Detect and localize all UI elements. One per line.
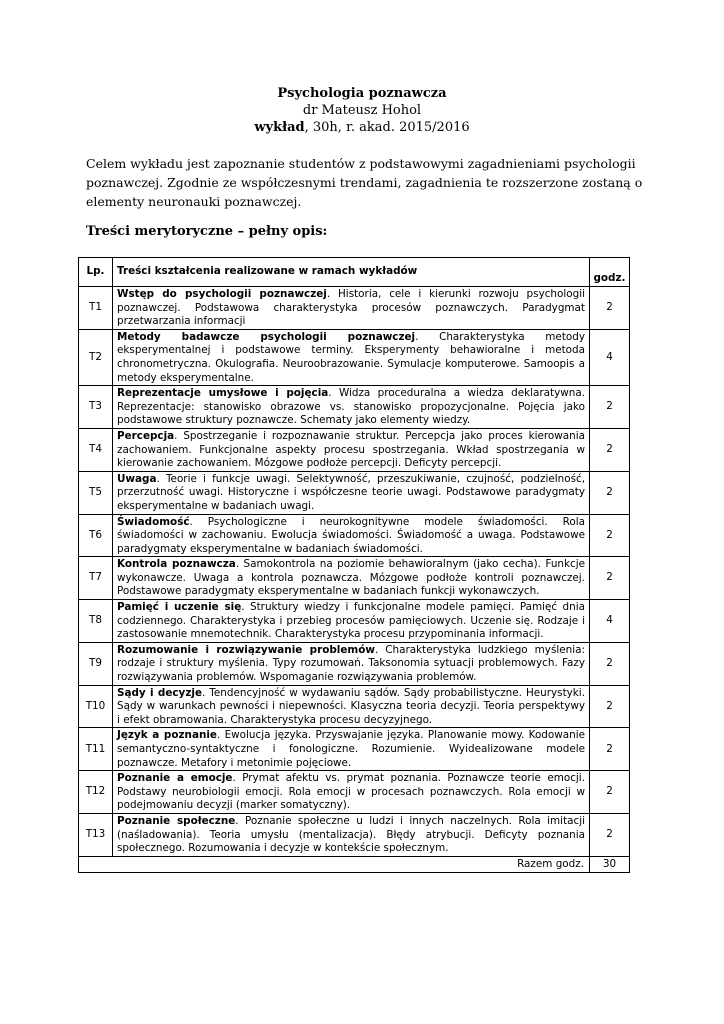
row-description: . Ewolucja języka. Przyswajanie języka. Planowanie mowy. Kodowanie semantyczno-syntaktyczne i fonologiczne. Rozumienie. Wyidealizowane modele poznawcze. Metafory i metonimie pojęciowe.: [117, 729, 585, 769]
table-row: [79, 386, 630, 429]
column-header-lp: Lp.: [79, 258, 113, 287]
total-value: 30: [590, 856, 630, 873]
row-topic: Sądy i decyzje: [117, 686, 202, 699]
row-content: [113, 514, 590, 557]
row-topic: Poznanie a emocje: [117, 772, 233, 785]
row-topic: Percepcja: [117, 429, 175, 442]
document-header: [0, 85, 724, 136]
row-topic: Metody badawcze psychologii poznawczej: [117, 330, 416, 343]
column-header-hours: godz.: [590, 258, 630, 287]
row-topic: Poznanie społeczne: [117, 814, 236, 827]
course-details: , 30h, r. akad. 2015/2016: [304, 120, 470, 135]
table-row: [79, 557, 630, 600]
row-number: T7: [79, 557, 113, 600]
row-hours: 2: [590, 771, 630, 814]
row-number: T4: [79, 428, 113, 471]
row-content: [113, 728, 590, 771]
row-content: [113, 428, 590, 471]
row-hours: 4: [590, 329, 630, 385]
row-content: [113, 329, 590, 385]
table-row: [79, 514, 630, 557]
row-description: . Charakterystyka ludzkiego myślenia: rodzaje i struktury myślenia. Typy rozumowań. Taksonomia sytuacji problemowych. Fazy rozwiązywania problemów. Wspomaganie rozwiązywania problemów.: [117, 643, 585, 684]
row-hours: 2: [590, 813, 630, 856]
total-row: [79, 856, 630, 873]
row-topic: Język a poznanie: [117, 729, 217, 742]
row-description: . Widza proceduralna a wiedza deklaratywna. Reprezentacje: stanowisko obrazowe vs. stanowisko propozycjonalne. Pojęcia jako podstawowe struktury poznawcze. Schematy jako elementy wiedzy.: [117, 387, 585, 427]
row-description: . Charakterystyka metody eksperymentalnej i podstawowe terminy. Eksperymenty behawioralne i metoda chronometryczna. Okulografia. Neuroobrazowanie. Symulacje komputerowe. Samoopis a metody eksperymentalne.: [117, 330, 585, 384]
row-description: . Prymat afektu vs. prymat poznania. Poznawcze teorie emocji. Podstawy neurobiologii emocji. Rola emocji w procesach poznawczych. Rola emocji w podejmowaniu decyzji (marker somatyczny).: [117, 772, 585, 812]
row-hours: 2: [590, 557, 630, 600]
row-description: . Historia, cele i kierunki rozwoju psychologii poznawczej. Podstawowa charakterystyka procesów poznawczych. Paradygmat przetwarzania informacji: [117, 288, 585, 328]
row-hours: 2: [590, 514, 630, 557]
table-row: [79, 329, 630, 385]
row-topic: Świadomość: [117, 515, 190, 528]
row-content: [113, 813, 590, 856]
total-label: Razem godz.: [79, 856, 590, 873]
row-number: T5: [79, 471, 113, 514]
table-header-row: [79, 258, 630, 287]
row-content: [113, 287, 590, 330]
row-hours: 2: [590, 287, 630, 330]
row-hours: 2: [590, 728, 630, 771]
row-description: . Poznanie społeczne u ludzi i innych naczelnych. Rola imitacji (naśladowania). Teoria umysłu (mentalizacja). Błędy atrybucji. Deficyty poznania społecznego. Rozumowania i decyzje w kontekście społecznym.: [117, 814, 585, 855]
row-description: . Teorie i funkcje uwagi. Selektywność, przeszukiwanie, czujność, podzielność, przerzutność uwagi. Historyczne i współczesne teorie uwagi. Podstawowe paradygmaty eksperymentalne w badaniach uwagi.: [117, 472, 585, 512]
table-row: [79, 642, 630, 685]
row-description: . Psychologiczne i neurokognitywne modele świadomości. Rola świadomości w zachowaniu. Ewolucja świadomości. Świadomość a uwaga. Podstawowe paradygmaty eksperymentalne w badaniach świadomości.: [117, 515, 585, 555]
row-number: T3: [79, 386, 113, 429]
intro-paragraph: Celem wykładu jest zapoznanie studentów z podstawowymi zagadnieniami psychologii poznawczej. Zgodnie ze współczesnymi trendami, zagadnienia te rozszerzone zostaną o elementy neuronauki poznawczej.: [86, 156, 643, 209]
content-table: [78, 257, 630, 873]
table-row: [79, 728, 630, 771]
row-description: . Tendencyjność w wydawaniu sądów. Sądy probabilistyczne. Heurystyki. Sądy w warunkach pewności i niepewności. Klasyczna teoria decyzji. Teoria perspektywy i efekt obramowania. Charakterystyka procesu decyzyjnego.: [117, 686, 585, 726]
row-number: T12: [79, 771, 113, 814]
table-row: [79, 771, 630, 814]
row-number: T8: [79, 600, 113, 643]
row-content: [113, 771, 590, 814]
row-hours: 2: [590, 386, 630, 429]
row-description: . Struktury wiedzy i funkcjonalne modele pamięci. Pamięć dnia codziennego. Charakterystyka i przebieg procesów pamięciowych. Uczenie się. Rodzaje i zastosowanie mnemotechnik. Charakterystyka procesu przypominania informacji.: [117, 601, 585, 641]
row-hours: 2: [590, 428, 630, 471]
row-number: T1: [79, 287, 113, 330]
course-info: [0, 119, 724, 136]
row-topic: Uwaga: [117, 472, 157, 485]
row-number: T10: [79, 685, 113, 728]
row-hours: 2: [590, 685, 630, 728]
row-topic: Pamięć i uczenie się: [117, 601, 242, 614]
row-number: T11: [79, 728, 113, 771]
table-row: [79, 428, 630, 471]
row-hours: 2: [590, 471, 630, 514]
row-topic: Rozumowanie i rozwiązywanie problemów: [117, 643, 375, 656]
row-topic: Wstęp do psychologii poznawczej: [117, 288, 327, 300]
course-type: wykład: [254, 120, 305, 135]
row-description: . Samokontrola na poziomie behawioralnym (jako cecha). Funkcje wykonawcze. Uwaga a kontrola poznawcza. Mózgowe podłoże kontroli poznawczej. Podstawowe paradygmaty eksperymentalne w badaniach funkcji wykonawczych.: [117, 558, 585, 598]
row-topic: Kontrola poznawcza: [117, 558, 236, 571]
table-body: [79, 287, 630, 857]
row-content: [113, 386, 590, 429]
section-title: Treści merytoryczne – pełny opis:: [86, 224, 328, 239]
table-row: [79, 600, 630, 643]
row-number: T13: [79, 813, 113, 856]
row-content: [113, 685, 590, 728]
table-row: [79, 287, 630, 330]
row-number: T2: [79, 329, 113, 385]
row-hours: 2: [590, 642, 630, 685]
course-title: Psychologia poznawcza: [277, 86, 447, 101]
row-content: [113, 471, 590, 514]
lecturer-name: dr Mateusz Hohol: [302, 103, 422, 118]
table-row: [79, 471, 630, 514]
row-number: T6: [79, 514, 113, 557]
row-topic: Reprezentacje umysłowe i pojęcia: [117, 387, 329, 400]
table-row: [79, 813, 630, 856]
row-content: [113, 642, 590, 685]
row-hours: 4: [590, 600, 630, 643]
row-content: [113, 557, 590, 600]
row-description: . Spostrzeganie i rozpoznawanie struktur. Percepcja jako proces kierowania zachowaniem. Funkcjonalne aspekty procesu spostrzegania. Wkład spostrzegania w kierowanie zachowaniem. Mózgowe podłoże percepcji. Deficyty percepcji.: [117, 429, 585, 470]
table-row: [79, 685, 630, 728]
row-number: T9: [79, 642, 113, 685]
row-content: [113, 600, 590, 643]
column-header-content: Treści kształcenia realizowane w ramach wykładów: [113, 258, 590, 287]
